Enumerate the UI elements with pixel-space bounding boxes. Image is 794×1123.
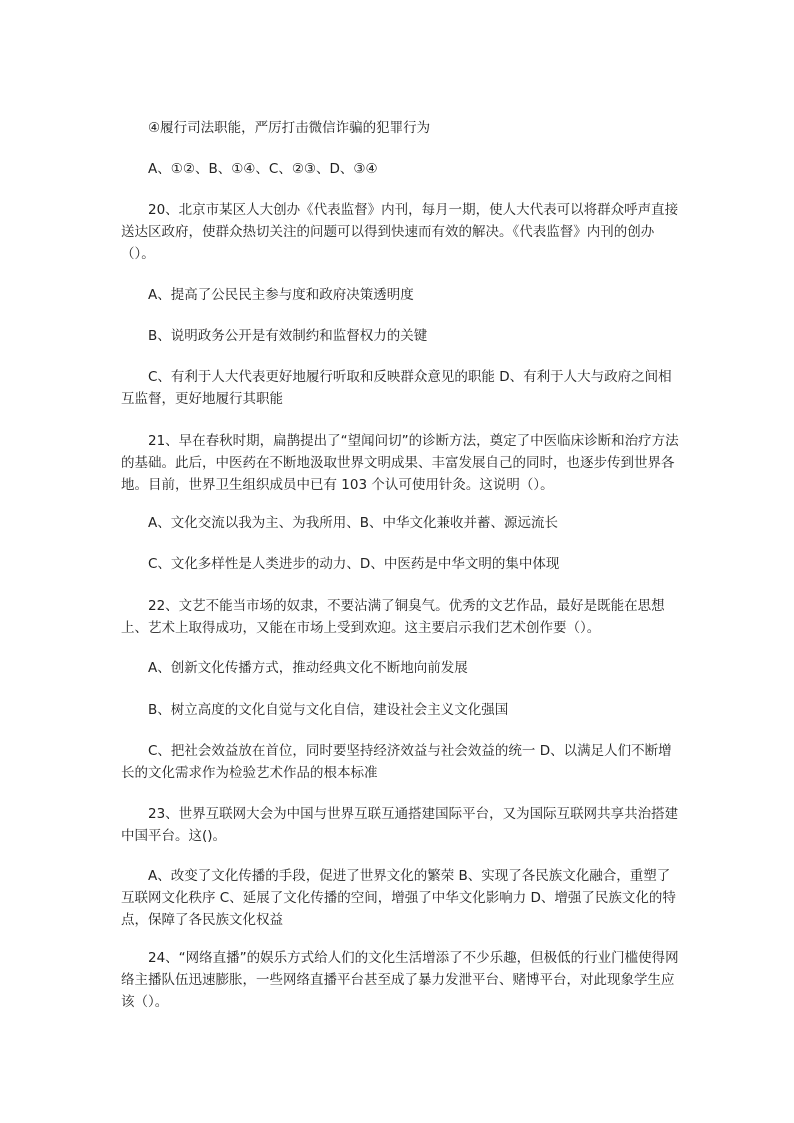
paragraph-q22-option-b: B、树立高度的文化自觉与文化自信，建设社会主义文化强国 (148, 702, 509, 718)
paragraph-q21-option-ab: A、文化交流以我为主、为我所用、B、中华文化兼收并蓄、源远流长 (148, 515, 558, 531)
paragraph-q21-stem: 21、早在春秋时期，扁鹊提出了“望闻问切”的诊断方法，奠定了中医临床诊断和治疗方法的基础。此后，中医药在不断地汲取世界文明成果、丰富发展自己的同时，也逐步传到世界各地。目前，世界卫生组织成员中已有 103 个认可使用针灸。这说明（）。 (121, 433, 679, 493)
paragraph-q22-option-cd: C、把社会效益放在首位，同时要坚持经济效益与社会效益的统一 D、以满足人们不断增长的文化需求作为检验艺术作品的根本标准 (121, 743, 672, 781)
paragraph-q23-stem: 23、世界互联网大会为中国与世界互联互通搭建国际平台，又为国际互联网共享共治搭建中国平台。这()。 (121, 806, 679, 844)
paragraph-q22-stem: 22、文艺不能当市场的奴隶，不要沾满了铜臭气。优秀的文艺作品，最好是既能在思想上、艺术上取得成功，又能在市场上受到欢迎。这主要启示我们艺术创作要（）。 (121, 598, 665, 636)
paragraph-q20-option-b: B、说明政务公开是有效制约和监督权力的关键 (148, 328, 428, 344)
paragraph-option-4: ④履行司法职能，严厉打击微信诈骗的犯罪行为 (148, 120, 431, 136)
paragraph-q23-options: A、改变了文化传播的手段，促进了世界文化的繁荣 B、实现了各民族文化融合，重塑了互联网文化秩序 C、延展了文化传播的空间，增强了中华文化影响力 D、增强了民族文化的特点，保障了各民族文化权益 (121, 868, 676, 928)
paragraph-q21-option-cd: C、文化多样性是人类进步的动力、D、中医药是中华文明的集中体现 (148, 556, 560, 572)
paragraph-q19-answers: A、①②、B、①④、C、②③、D、③④ (148, 161, 378, 177)
paragraph-q20-option-a: A、提高了公民民主参与度和政府决策透明度 (148, 287, 414, 303)
paragraph-q20-option-cd: C、有利于人大代表更好地履行听取和反映群众意见的职能 D、有利于人大与政府之间相互监督，更好地履行其职能 (121, 369, 672, 407)
paragraph-q24-stem: 24、“网络直播”的娱乐方式给人们的文化生活增添了不少乐趣，但极低的行业门槛使得网络主播队伍迅速膨胀，一些网络直播平台甚至成了暴力发泄平台、赌博平台，对此现象学生应该（）。 (121, 950, 679, 1010)
paragraph-q22-option-a: A、创新文化传播方式，推动经典文化不断地向前发展 (148, 660, 468, 676)
paragraph-q20-stem: 20、北京市某区人大创办《代表监督》内刊，每月一期，使人大代表可以将群众呼声直接送达区政府，使群众热切关注的问题可以得到快速而有效的解决。《代表监督》内刊的创办（）。 (121, 202, 679, 262)
